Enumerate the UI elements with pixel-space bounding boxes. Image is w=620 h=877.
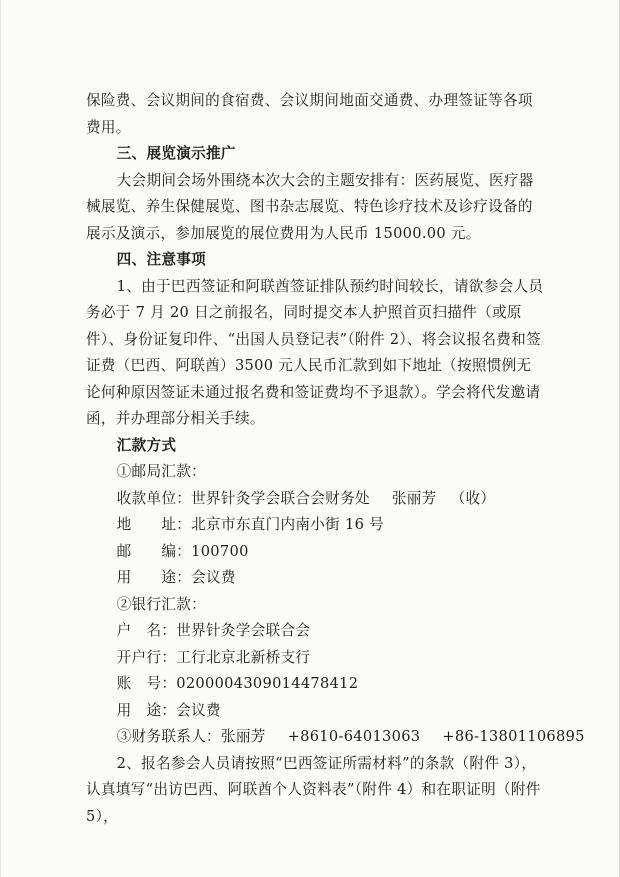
bank-branch-row [86,645,546,672]
use-label: 用 途： [116,569,192,586]
zip-value: 100700 [191,542,249,560]
account-number-label: 账 号： [116,675,177,692]
bank-branch-label: 开户行： [116,648,177,666]
bank-use-row [86,698,546,725]
finance-contact-person: 张丽芳 [220,728,266,745]
account-name-value: 世界针灸学会联合会 [176,622,311,639]
postal-use-row [86,565,546,592]
postal-address-row [86,512,546,539]
exhibition-paragraph: 大会期间会场外围绕本次大会的主题安排有：医药展览、医疗器械展览、养生保健展览、图书杂志展览、特色诊疗技术及诊疗设备的展示及演示，参加展览的展位费用为人民币 15000.00 元。 [86,171,534,242]
bank-account-row [86,671,546,698]
document-body [86,88,585,830]
remittance-title: 汇款方式 [116,436,177,454]
bank-name-row [86,618,546,645]
bank-branch-value: 工行北京北新桥支行 [176,648,311,666]
account-name-label: 户 名： [116,622,177,639]
section-heading-exhibition: 三、展览演示推广 [116,145,236,162]
finance-contact-row [86,724,585,751]
address-label: 地 址： [116,516,192,533]
finance-contact-label: ③财务联系人： [116,728,221,745]
bank-remittance-title: ②银行汇款： [116,595,207,613]
notes-paragraph-1: 1、由于巴西签证和阿联酋签证排队预约时间较长，请欲参会人员务必于 7 月 20 日之前报名，同时提交本人护照首页扫描件（或原件）、身份证复印件、“出国人员登记表”（附件 2）、将会议报名费和签证费（巴西、阿联酋）3500 元人民币汇款到如下地址（按照惯例无论何种原因签证未通过报名费和签证费均不予退款）。学会将代发邀请函，并办理部分相关手续。 [86,277,544,427]
notes-paragraph-2: 2、报名参会人员请按照“巴西签证所需材料”的条款（附件 3），认真填写“出访巴西、阿联酋个人资料表”（附件 4）和在职证明（附件 5）， [86,754,541,825]
postal-remittance-title: ①邮局汇款： [116,463,207,480]
body-line: 保险费、会议期间的食宿费、会议期间地面交通费、办理签证等各项 [86,92,533,109]
postal-payee-row [86,486,546,513]
finance-phone-landline: +8610-64013063 [287,728,421,745]
finance-phone-mobile: +86-13801106895 [442,728,585,745]
payee-suffix: （收） [450,489,496,507]
section-heading-notes: 四、注意事项 [116,251,207,268]
postal-zip-row [86,539,546,566]
address-value: 北京市东直门内南小街 16 号 [191,516,385,533]
payee-value: 世界针灸学会联合会财务处 [191,489,370,507]
zip-label: 邮 编： [116,542,192,560]
bank-use-value: 会议费 [176,701,221,719]
payee-person: 张丽芳 [391,489,437,507]
bank-use-label: 用 途： [116,701,177,719]
payee-label: 收款单位： [116,489,192,507]
use-value: 会议费 [191,569,236,586]
body-line: 费用。 [86,118,131,136]
account-number-value: 0200004309014478412 [176,675,359,692]
